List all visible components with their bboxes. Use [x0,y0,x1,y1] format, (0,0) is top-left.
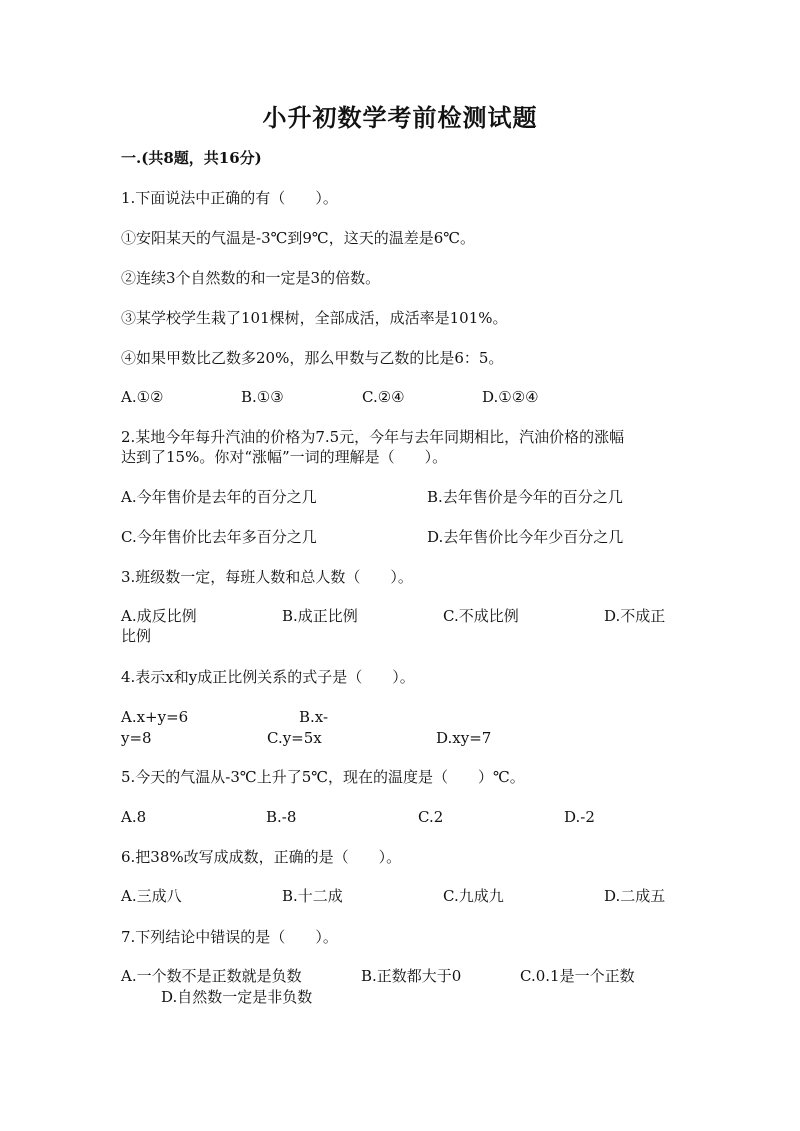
section-header: 一.(共8题，共16分) [121,149,262,167]
q2-option-c[interactable]: C.今年售价比去年多百分之几 [121,528,317,546]
q1-option-b[interactable]: B.①③ [241,388,284,406]
q4-option-a[interactable]: A.x+y=6 [121,708,189,726]
q1-option-d[interactable]: D.①②④ [482,388,539,406]
question-5-stem: 5.今天的气温从-3℃上升了5℃，现在的温度是（ ）℃。 [121,768,525,786]
q6-option-a[interactable]: A.三成八 [121,887,182,905]
q3-option-a[interactable]: A.成反比例 [121,607,197,625]
q2-option-d[interactable]: D.去年售价比今年少百分之几 [427,528,624,546]
q7-option-d[interactable]: D.自然数一定是非负数 [161,988,313,1006]
q4-option-b-continued[interactable]: y=8 [121,729,152,747]
question-1-statement-4: ④如果甲数比乙数多20%，那么甲数与乙数的比是6：5。 [121,349,504,367]
q5-option-b[interactable]: B.-8 [266,808,297,826]
question-1-statement-1: ①安阳某天的气温是-3℃到9℃，这天的温差是6℃。 [121,229,476,247]
question-1-statement-2: ②连续3个自然数的和一定是3的倍数。 [121,269,381,287]
q2-option-b[interactable]: B.去年售价是今年的百分之几 [427,488,623,506]
q5-option-d[interactable]: D.-2 [564,808,595,826]
question-1-statement-3: ③某学校学生栽了101棵树，全部成活，成活率是101%。 [121,309,508,327]
q2-option-a[interactable]: A.今年售价是去年的百分之几 [121,488,317,506]
question-6-stem: 6.把38%改写成成数，正确的是（ ）。 [121,848,402,866]
q7-option-a[interactable]: A.一个数不是正数就是负数 [121,967,302,985]
question-7-stem: 7.下列结论中错误的是（ ）。 [121,928,338,946]
q4-option-d[interactable]: D.xy=7 [436,729,492,747]
q3-option-c[interactable]: C.不成比例 [443,607,519,625]
question-3-stem: 3.班级数一定，每班人数和总人数（ ）。 [121,568,413,586]
q4-option-c[interactable]: C.y=5x [267,729,322,747]
q6-option-b[interactable]: B.十二成 [282,887,343,905]
question-2-stem-line-1: 2.某地今年每升汽油的价格为7.5元，今年与去年同期相比，汽油价格的涨幅 [121,428,625,446]
q1-option-c[interactable]: C.②④ [362,388,405,406]
q3-option-d-continued[interactable]: 比例 [121,627,152,645]
q7-option-b[interactable]: B.正数都大于0 [361,967,462,985]
q5-option-c[interactable]: C.2 [418,808,444,826]
question-2-stem-line-2: 达到了15%。你对“涨幅”一词的理解是（ ）。 [121,448,448,466]
q1-option-a[interactable]: A.①② [121,388,164,406]
q7-option-c[interactable]: C.0.1是一个正数 [520,967,635,985]
question-1-stem: 1.下面说法中正确的有（ ）。 [121,189,338,207]
q6-option-c[interactable]: C.九成九 [443,887,504,905]
q3-option-d[interactable]: D.不成正 [604,607,666,625]
q6-option-d[interactable]: D.二成五 [604,887,666,905]
q5-option-a[interactable]: A.8 [121,808,147,826]
q3-option-b[interactable]: B.成正比例 [282,607,358,625]
page-title: 小升初数学考前检测试题 [262,103,538,132]
q4-option-b[interactable]: B.x- [299,708,329,726]
question-4-stem: 4.表示x和y成正比例关系的式子是（ ）。 [121,668,415,686]
